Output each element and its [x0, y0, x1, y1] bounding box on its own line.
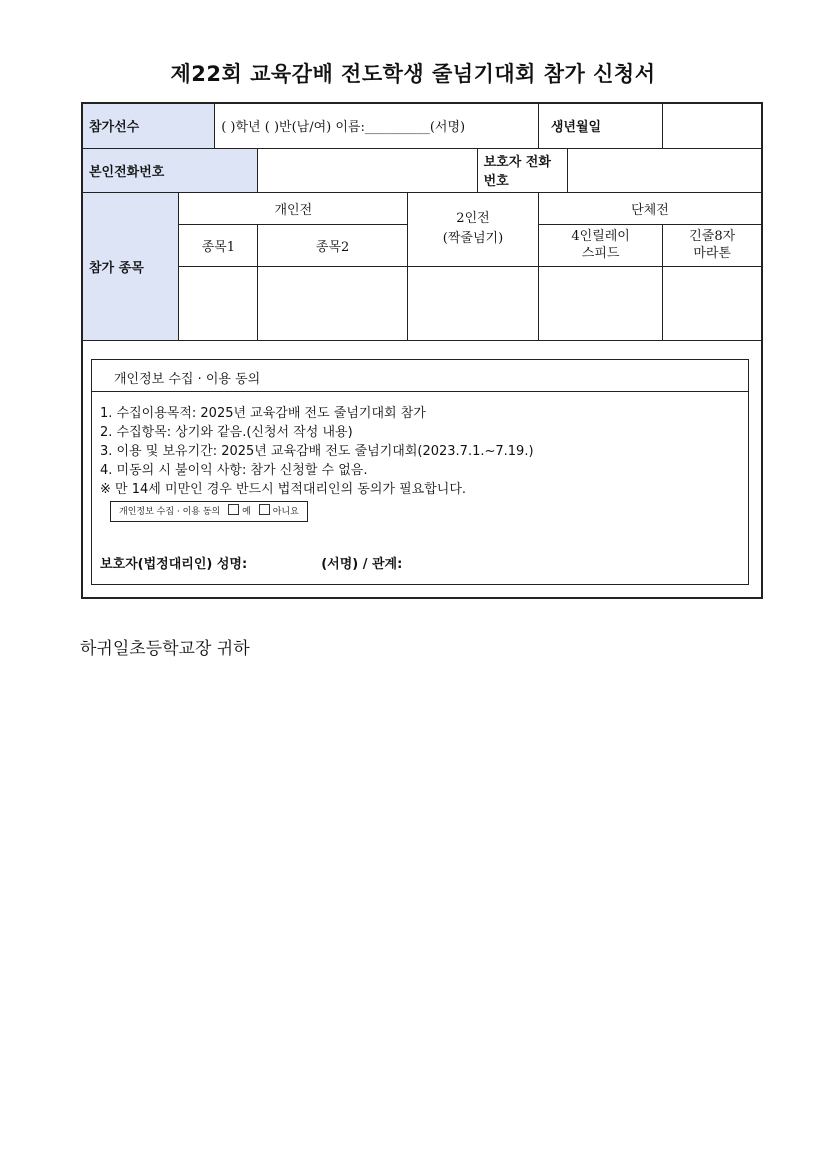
marathon-header	[663, 224, 761, 266]
addressee: 하귀일초등학교장 귀하	[80, 639, 250, 659]
phone-label: 본인전화번호	[83, 148, 258, 192]
no-label: 아니요	[272, 507, 299, 517]
consent-heading: 개인정보 수집 · 이용 동의	[92, 360, 748, 392]
relay-entry[interactable]	[538, 266, 663, 340]
relay-line1: 4인릴레이	[571, 229, 630, 244]
guardian-signature-line	[100, 553, 402, 572]
participant-label: 참가선수	[83, 104, 215, 148]
consent-line: 2. 수집항목: 상기와 같음.(신청서 작성 내용)	[100, 425, 353, 440]
phone-field[interactable]	[258, 148, 477, 192]
individual-header: 개인전	[179, 192, 408, 224]
marathon-entry[interactable]	[663, 266, 761, 340]
application-table	[83, 104, 761, 341]
marathon-line2: 마라톤	[693, 246, 732, 261]
consent-line: 3. 이용 및 보유기간: 2025년 교육감배 전도 줄넘기대회(2023.7.1.~7.19.)	[100, 444, 534, 459]
marathon-line1: 긴줄8자	[689, 229, 736, 244]
birth-date-field[interactable]	[663, 104, 761, 148]
application-form	[81, 102, 763, 599]
event1-entry[interactable]	[179, 266, 258, 340]
event2-header: 종목2	[258, 224, 408, 266]
pair-line2: (짝줄넘기)	[442, 231, 504, 246]
pair-header	[408, 192, 539, 266]
guardian-phone-label: 보호자 전화번호	[477, 148, 568, 192]
team-header: 단체전	[538, 192, 761, 224]
pair-entry[interactable]	[408, 266, 539, 340]
consent-line: ※ 만 14세 미만인 경우 반드시 법적대리인의 동의가 필요합니다.	[100, 482, 467, 497]
consent-line: 4. 미동의 시 불이익 사항: 참가 신청할 수 없음.	[100, 463, 368, 478]
privacy-consent-box	[91, 359, 749, 585]
guardian-signature-label: (서명) / 관계:	[321, 557, 403, 572]
event1-header: 종목1	[179, 224, 258, 266]
event2-entry[interactable]	[258, 266, 408, 340]
yes-label: 예	[242, 507, 251, 517]
consent-line: 1. 수집이용목적: 2025년 교육감배 전도 줄넘기대회 참가	[100, 406, 426, 421]
relay-line2: 스피드	[581, 246, 620, 261]
agree-label: 개인정보 수집 · 이용 동의	[119, 507, 221, 517]
page-title: 제22회 교육감배 전도학생 줄넘기대회 참가 신청서	[170, 62, 656, 86]
pair-line1: 2인전	[456, 211, 490, 226]
yes-checkbox[interactable]	[228, 504, 239, 515]
consent-terms	[92, 392, 748, 499]
participant-info-field[interactable]: ( )학년 ( )반(남/여) 이름:__________(서명)	[215, 104, 539, 148]
relay-header	[538, 224, 663, 266]
guardian-name-label: 보호자(법정대리인) 성명:	[100, 557, 248, 572]
events-label: 참가 종목	[83, 192, 179, 340]
no-checkbox[interactable]	[259, 504, 270, 515]
consent-agree-box	[110, 501, 308, 522]
birth-date-label: 생년월일	[538, 104, 663, 148]
guardian-phone-field[interactable]	[568, 148, 761, 192]
